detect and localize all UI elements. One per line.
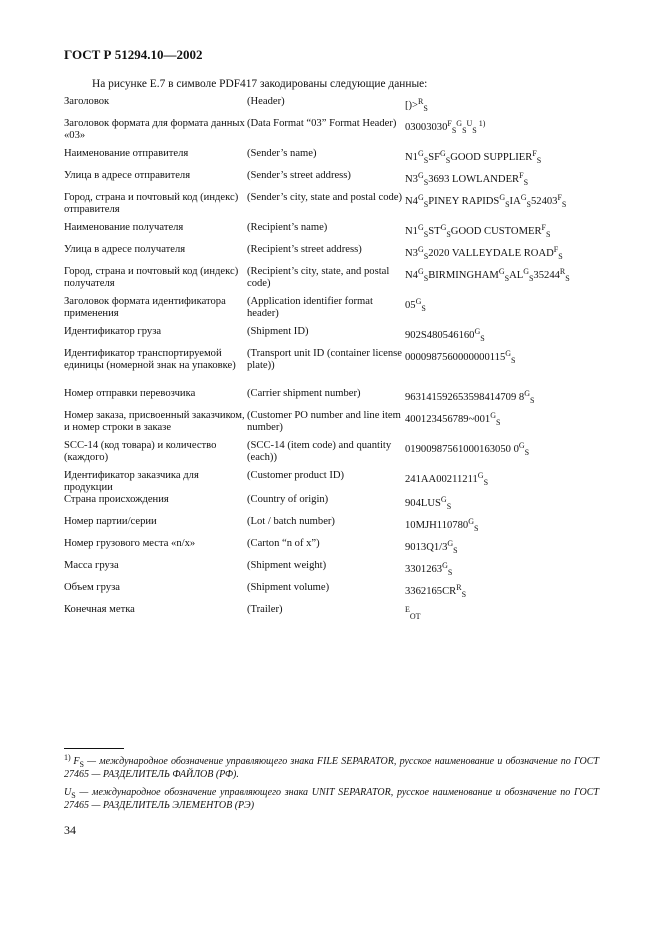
subscript-glyph: S [473,524,479,533]
code-text: 963141592653598414709 8 [405,392,525,403]
superscript-glyph: G [524,389,530,398]
table-row [64,494,604,516]
code-text: 241AA00211211 [405,474,478,485]
subscript-glyph: S [480,334,485,343]
superscript-glyph: F [532,149,537,158]
field-name-ru: Улица в адресе получателя [64,244,186,255]
field-name-en: (Sender’s street address) [247,170,351,181]
footnote-2-text: — международное обозначение управляющего знака UNIT SEPARATOR, русское наименование и обозначение по ГОСТ 27465 — РАЗДЕЛИТЕЛЬ ЭЛЕМЕНТОВ (РЭ) [64,787,599,811]
superscript-glyph: G [415,297,422,306]
superscript-glyph: G [505,349,512,358]
intro-text: На рисунке Е.7 в символе PDF417 закодированы следующие данные: [92,78,428,90]
subscript-glyph: S [445,156,451,165]
field-name-en: (Carton “n of x”) [247,538,320,549]
code-text: U [64,787,72,798]
field-name-ru: Улица в адресе отправителя [64,170,191,181]
table-row [64,192,604,222]
subscript-glyph: S [511,356,516,365]
code-text: 2020 VALLEYDALE ROAD [428,248,554,259]
superscript-glyph: F [557,193,562,202]
superscript-glyph: F [553,245,559,254]
subscript-glyph: S [558,252,563,261]
superscript-glyph: G [474,327,481,336]
subscript-glyph: S [423,230,429,239]
table-row [64,118,604,148]
superscript-glyph: G [442,561,448,570]
encoded-value [405,96,604,118]
page-number: 34 [64,823,76,837]
field-name-en: (Header) [247,96,285,107]
field-name-ru: Номер грузового места «n/x» [64,538,196,549]
superscript-glyph: R [418,97,424,106]
field-name-en: (Customer product ID) [247,470,345,481]
superscript-glyph: G [417,193,424,202]
code-text: 902S480546160 [405,330,475,341]
encoded-value [405,388,604,410]
code-text: ST [428,226,441,237]
encoded-value [405,494,604,516]
footnote-1-lead [64,753,84,769]
superscript-glyph: F [447,119,452,128]
subscript-glyph: S [505,200,510,209]
subscript-glyph: S [462,126,467,135]
field-name-en: (Shipment weight) [247,560,327,571]
encoded-value [405,192,604,222]
field-name-ru: Идентификатор транспортируемой единицы (номерной знак на упаковке) [64,348,236,371]
field-name-en: (Data Format “03” Format Header) [247,118,397,129]
subscript-glyph: OT [409,612,421,621]
subscript-glyph: S [451,126,457,135]
code-text: BIRMINGHAM [428,270,499,281]
field-name-en: (Recipient’s city, state, and postal code) [247,266,390,289]
code-text: 9013Q1/3 [405,542,448,553]
encoded-value [405,222,604,244]
table-row [64,582,604,604]
superscript-glyph: G [439,149,446,158]
field-name-ru: Наименование получателя [64,222,184,233]
field-name-ru: Страна происхождения [64,494,169,505]
superscript-glyph: G [417,149,424,158]
encoded-value [405,538,604,560]
superscript-glyph: G [447,539,454,548]
code-text: N3 [405,248,418,259]
field-name-en: (Shipment ID) [247,326,309,337]
subscript-glyph: S [524,448,530,457]
field-name-en: (Sender’s name) [247,148,317,159]
subscript-glyph: S [483,478,489,487]
document-header: ГОСТ Р 51294.10—2002 [64,47,203,62]
encoded-value [405,440,604,470]
field-name-en: (Sender’s city, state and postal code) [247,192,403,203]
code-text: GOOD CUSTOMER [450,226,542,237]
superscript-glyph: G [477,471,484,480]
superscript-glyph: G [498,267,505,276]
superscript-glyph: G [490,411,496,420]
encoded-value [405,560,604,582]
encoded-value [405,516,604,538]
table-row [64,96,604,118]
code-text: PINEY RAPIDS [428,196,500,207]
field-name-ru: Номер партии/серии [64,516,157,527]
code-text: 400123456789~001 [405,414,491,425]
field-name-en: (Shipment volume) [247,582,330,593]
footnote-1-text: — международное обозначение управляющего знака FILE SEPARATOR, русское наименование и обозначение по ГОСТ 27465 — РАЗДЕЛИТЕЛЬ ФАЙЛОВ (РФ). [64,756,599,780]
code-text: N4 [405,196,418,207]
table-row [64,222,604,244]
code-text: SF [428,152,440,163]
table-row [64,538,604,560]
subscript-glyph: S [421,304,426,313]
code-text: IA [509,196,521,207]
subscript-glyph: S [472,126,477,135]
encoded-value [405,148,604,170]
encoded-value [405,244,604,266]
encoded-value [405,410,604,440]
code-text: 52403 [530,196,558,207]
code-text: 10MJH110780 [405,520,469,531]
field-name-en: (Lot / batch number) [247,516,335,527]
field-name-en: (Trailer) [247,604,283,615]
code-text: N4 [405,270,418,281]
subscript-glyph: S [453,546,458,555]
code-text: 904LUS [405,498,441,509]
footnote-1 [64,755,599,781]
superscript-glyph: G [456,119,463,128]
subscript-glyph: S [495,418,501,427]
superscript-glyph: U [466,119,473,128]
subscript-glyph: S [447,568,453,577]
code-text: N3 [405,174,418,185]
table-row [64,148,604,170]
field-name-ru: Идентификатор груза [64,326,162,337]
subscript-glyph: S [546,230,551,239]
code-text: AL [509,270,524,281]
table-row [64,604,604,626]
table-row [64,170,604,192]
field-name-ru: Конечная метка [64,604,135,615]
code-text: 0000987560000000115 [405,352,506,363]
superscript-glyph: R [456,583,462,592]
code-text: 35244 [533,270,560,281]
field-name-ru: Заголовок формата идентификатора применения [64,296,226,319]
code-text: 3301263 [405,564,443,575]
subscript-glyph: S [561,200,567,209]
field-name-ru: SCC-14 (код товара) и количество (каждого) [64,440,217,463]
encoded-value [405,118,604,148]
subscript-glyph: S [446,230,451,239]
subscript-glyph: S [71,791,76,800]
field-name-ru: Город, страна и почтовый код (индекс) отправителя [64,192,239,215]
field-name-ru: Идентификатор заказчика для продукции [64,470,199,493]
superscript-glyph: G [520,193,527,202]
code-text: 3693 LOWLANDER [428,174,520,185]
superscript-glyph: G [440,223,447,232]
table-row [64,348,604,388]
code-text: 01900987561000163050 0 [405,444,519,455]
encoded-value [405,326,604,348]
subscript-glyph: S [526,200,531,209]
superscript-glyph: G [417,171,424,180]
table-row [64,470,604,494]
field-name-en: (Customer PO number and line item number) [247,410,401,433]
code-text: F [73,756,80,767]
encoded-value [405,170,604,192]
table-row [64,266,604,296]
superscript-glyph: 1) [476,119,486,128]
code-text: [)> [405,100,419,111]
table-row [64,516,604,538]
code-text: 05 [405,300,416,311]
field-name-ru: Заголовок формата для формата данных «03» [64,118,245,141]
field-name-ru: Объем груза [64,582,120,593]
field-name-ru: Заголовок [64,96,110,107]
field-name-en: (SCC-14 (item code) and quantity (each)) [247,440,392,463]
table-row [64,410,604,440]
table-row [64,440,604,470]
subscript-glyph: S [529,396,535,405]
encoded-value [405,348,604,388]
subscript-glyph: S [504,274,510,283]
data-table [64,96,604,626]
field-name-ru: Номер заказа, присвоенный заказчиком, и номер строки в заказе [64,410,245,433]
subscript-glyph: S [528,274,534,283]
subscript-glyph: S [461,590,467,599]
subscript-glyph: S [565,274,570,283]
field-name-en: (Carrier shipment number) [247,388,361,399]
encoded-value [405,470,604,494]
table-row [64,296,604,326]
code-text: 03003030 [405,122,448,133]
subscript-glyph: S [423,104,428,113]
superscript-glyph: E [405,605,410,614]
superscript-glyph: G [417,223,424,232]
field-name-en: (Transport unit ID (container license plate)) [247,348,402,371]
subscript-glyph: S [79,760,84,769]
superscript-glyph: 1) [64,753,74,762]
field-name-ru: Номер отправки перевозчика [64,388,196,399]
field-name-en: (Recipient’s street address) [247,244,362,255]
superscript-glyph: G [499,193,506,202]
footnote-2 [64,786,599,812]
table-row [64,560,604,582]
superscript-glyph: G [523,267,529,276]
subscript-glyph: S [446,502,452,511]
subscript-glyph: S [523,178,529,187]
code-text: N1 [405,226,418,237]
encoded-value [405,604,604,626]
footnote-2-lead [64,787,76,798]
field-name-en: (Application identifier format header) [247,296,373,319]
field-name-en: (Country of origin) [247,494,329,505]
footnote-separator [64,748,124,749]
field-name-ru: Масса груза [64,560,119,571]
encoded-value [405,296,604,326]
superscript-glyph: R [559,267,566,276]
superscript-glyph: G [518,441,525,450]
code-text: N1 [405,152,418,163]
subscript-glyph: S [536,156,542,165]
table-row [64,388,604,410]
superscript-glyph: G [417,267,424,276]
table-row [64,244,604,266]
subscript-glyph: S [423,178,429,187]
data-table-body [64,96,604,626]
subscript-glyph: S [423,274,429,283]
superscript-glyph: F [519,171,524,180]
superscript-glyph: G [440,495,447,504]
encoded-value [405,266,604,296]
field-name-en: (Recipient’s name) [247,222,328,233]
superscript-glyph: G [468,517,474,526]
superscript-glyph: F [541,223,546,232]
superscript-glyph: G [417,245,424,254]
encoded-value [405,582,604,604]
table-row [64,326,604,348]
code-text: 3362165CR [405,586,457,597]
field-name-ru: Наименование отправителя [64,148,189,159]
subscript-glyph: S [423,156,429,165]
code-text: GOOD SUPPLIER [450,152,533,163]
field-name-ru: Город, страна и почтовый код (индекс) получателя [64,266,239,289]
subscript-glyph: S [423,252,429,261]
subscript-glyph: S [423,200,429,209]
